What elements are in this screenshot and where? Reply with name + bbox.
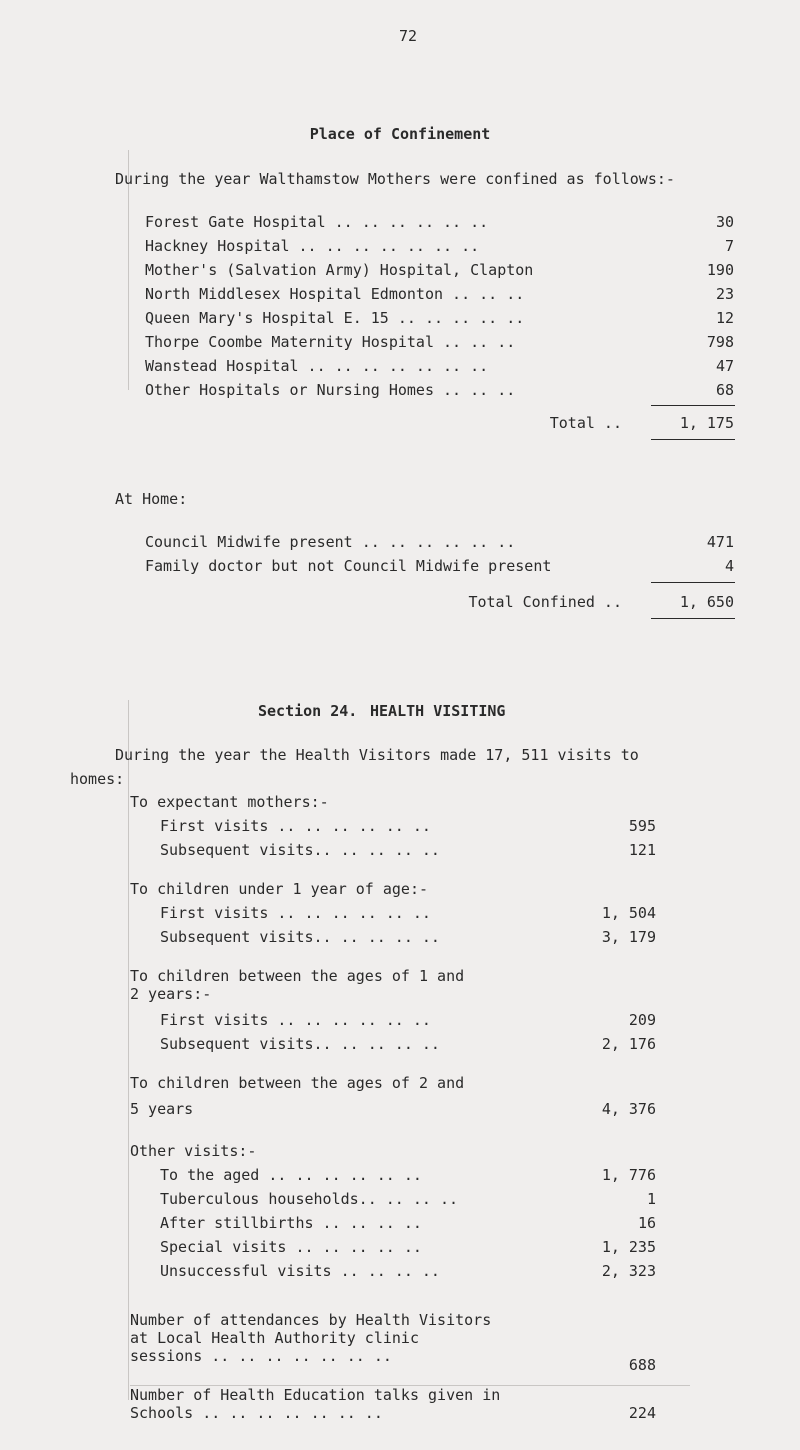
list-item-value: 209 [628, 1011, 656, 1029]
under1-heading: To children under 1 year of age:- [130, 880, 429, 898]
list-item-value: 1, 504 [601, 904, 656, 922]
list-item-value: 1 [646, 1190, 656, 1208]
confinement-heading: Place of Confinement [309, 125, 491, 143]
home-row-label: Council Midwife present .. .. .. .. .. .. [145, 533, 516, 551]
list-item-label: First visits .. .. .. .. .. .. [160, 904, 431, 922]
grand-total-rule [651, 582, 735, 583]
table-row-label: Hackney Hospital .. .. .. .. .. .. .. [145, 237, 480, 255]
table-row-value: 798 [706, 333, 734, 351]
section-label: Section 24. [258, 702, 358, 720]
list-item-label: To the aged .. .. .. .. .. .. [160, 1166, 422, 1184]
attendances-line3: sessions .. .. .. .. .. .. .. [130, 1347, 392, 1365]
list-item-value: 3, 179 [601, 928, 656, 946]
list-item-value: 121 [628, 841, 656, 859]
table-row-value: 68 [715, 381, 734, 399]
list-item-label: First visits .. .. .. .. .. .. [160, 817, 431, 835]
at-home-heading: At Home: [115, 490, 188, 508]
attendances-value: 688 [628, 1356, 656, 1374]
list-item-value: 595 [628, 817, 656, 835]
attendances-line2: at Local Health Authority clinic [130, 1329, 419, 1347]
table-row-label: Wanstead Hospital .. .. .. .. .. .. .. [145, 357, 489, 375]
list-item-label: Subsequent visits.. .. .. .. .. [160, 1035, 440, 1053]
list-item-label: First visits .. .. .. .. .. .. [160, 1011, 431, 1029]
age2to5-value: 4, 376 [601, 1100, 656, 1118]
age1to2-heading-cont: 2 years:- [130, 985, 212, 1003]
total-value: 1, 175 [679, 414, 734, 432]
table-row-value: 12 [715, 309, 734, 327]
list-item-label: Subsequent visits.. .. .. .. .. [160, 841, 440, 859]
total-label: Total .. [549, 414, 622, 432]
table-row-label: Mother's (Salvation Army) Hospital, Clapton [145, 261, 534, 279]
confinement-intro: During the year Walthamstow Mothers were confined as follows:- [115, 170, 675, 188]
grand-total-underline [651, 618, 735, 619]
list-item-value: 2, 323 [601, 1262, 656, 1280]
list-item-value: 1, 776 [601, 1166, 656, 1184]
table-row-label: Thorpe Coombe Maternity Hospital .. .. .. [145, 333, 516, 351]
table-row-value: 30 [715, 213, 734, 231]
page-number: 72 [398, 27, 418, 45]
table-row-value: 7 [724, 237, 734, 255]
list-item-label: After stillbirths .. .. .. .. [160, 1214, 422, 1232]
table-row-value: 47 [715, 357, 734, 375]
talks-value: 224 [628, 1404, 656, 1422]
list-item-value: 16 [637, 1214, 656, 1232]
talks-line2: Schools .. .. .. .. .. .. .. [130, 1404, 383, 1422]
bleed-line [128, 700, 129, 1400]
table-row-value: 23 [715, 285, 734, 303]
grand-total-value: 1, 650 [679, 593, 734, 611]
grand-total-label: Total Confined .. [468, 593, 622, 611]
table-row-value: 190 [706, 261, 734, 279]
attendances-line1: Number of attendances by Health Visitors [130, 1311, 492, 1329]
list-item-value: 2, 176 [601, 1035, 656, 1053]
list-item-value: 1, 235 [601, 1238, 656, 1256]
table-row-label: Forest Gate Hospital .. .. .. .. .. .. [145, 213, 489, 231]
list-item-label: Tuberculous households.. .. .. .. [160, 1190, 459, 1208]
list-item-label: Unsuccessful visits .. .. .. .. [160, 1262, 440, 1280]
age1to2-heading: To children between the ages of 1 and [130, 967, 465, 985]
list-item-label: Subsequent visits.. .. .. .. .. [160, 928, 440, 946]
section-title: HEALTH VISITING [370, 702, 506, 720]
home-row-value: 4 [724, 557, 734, 575]
total-rule [651, 405, 735, 406]
hv-intro-line2: homes: [70, 770, 125, 788]
list-item-label: Special visits .. .. .. .. .. [160, 1238, 422, 1256]
age2to5-heading: To children between the ages of 2 and [130, 1074, 465, 1092]
talks-line1: Number of Health Education talks given in [130, 1386, 501, 1404]
table-row-label: Other Hospitals or Nursing Homes .. .. .. [145, 381, 516, 399]
table-row-label: North Middlesex Hospital Edmonton .. .. .. [145, 285, 525, 303]
table-row-label: Queen Mary's Hospital E. 15 .. .. .. .. .. [145, 309, 525, 327]
total-underline [651, 439, 735, 440]
expectant-heading: To expectant mothers:- [130, 793, 329, 811]
home-row-value: 471 [706, 533, 734, 551]
other-heading: Other visits:- [130, 1142, 257, 1160]
hv-intro-line1: During the year the Health Visitors made 17, 511 visits to [115, 746, 639, 764]
home-row-label: Family doctor but not Council Midwife present [145, 557, 552, 575]
age2to5-heading-cont: 5 years [130, 1100, 194, 1118]
